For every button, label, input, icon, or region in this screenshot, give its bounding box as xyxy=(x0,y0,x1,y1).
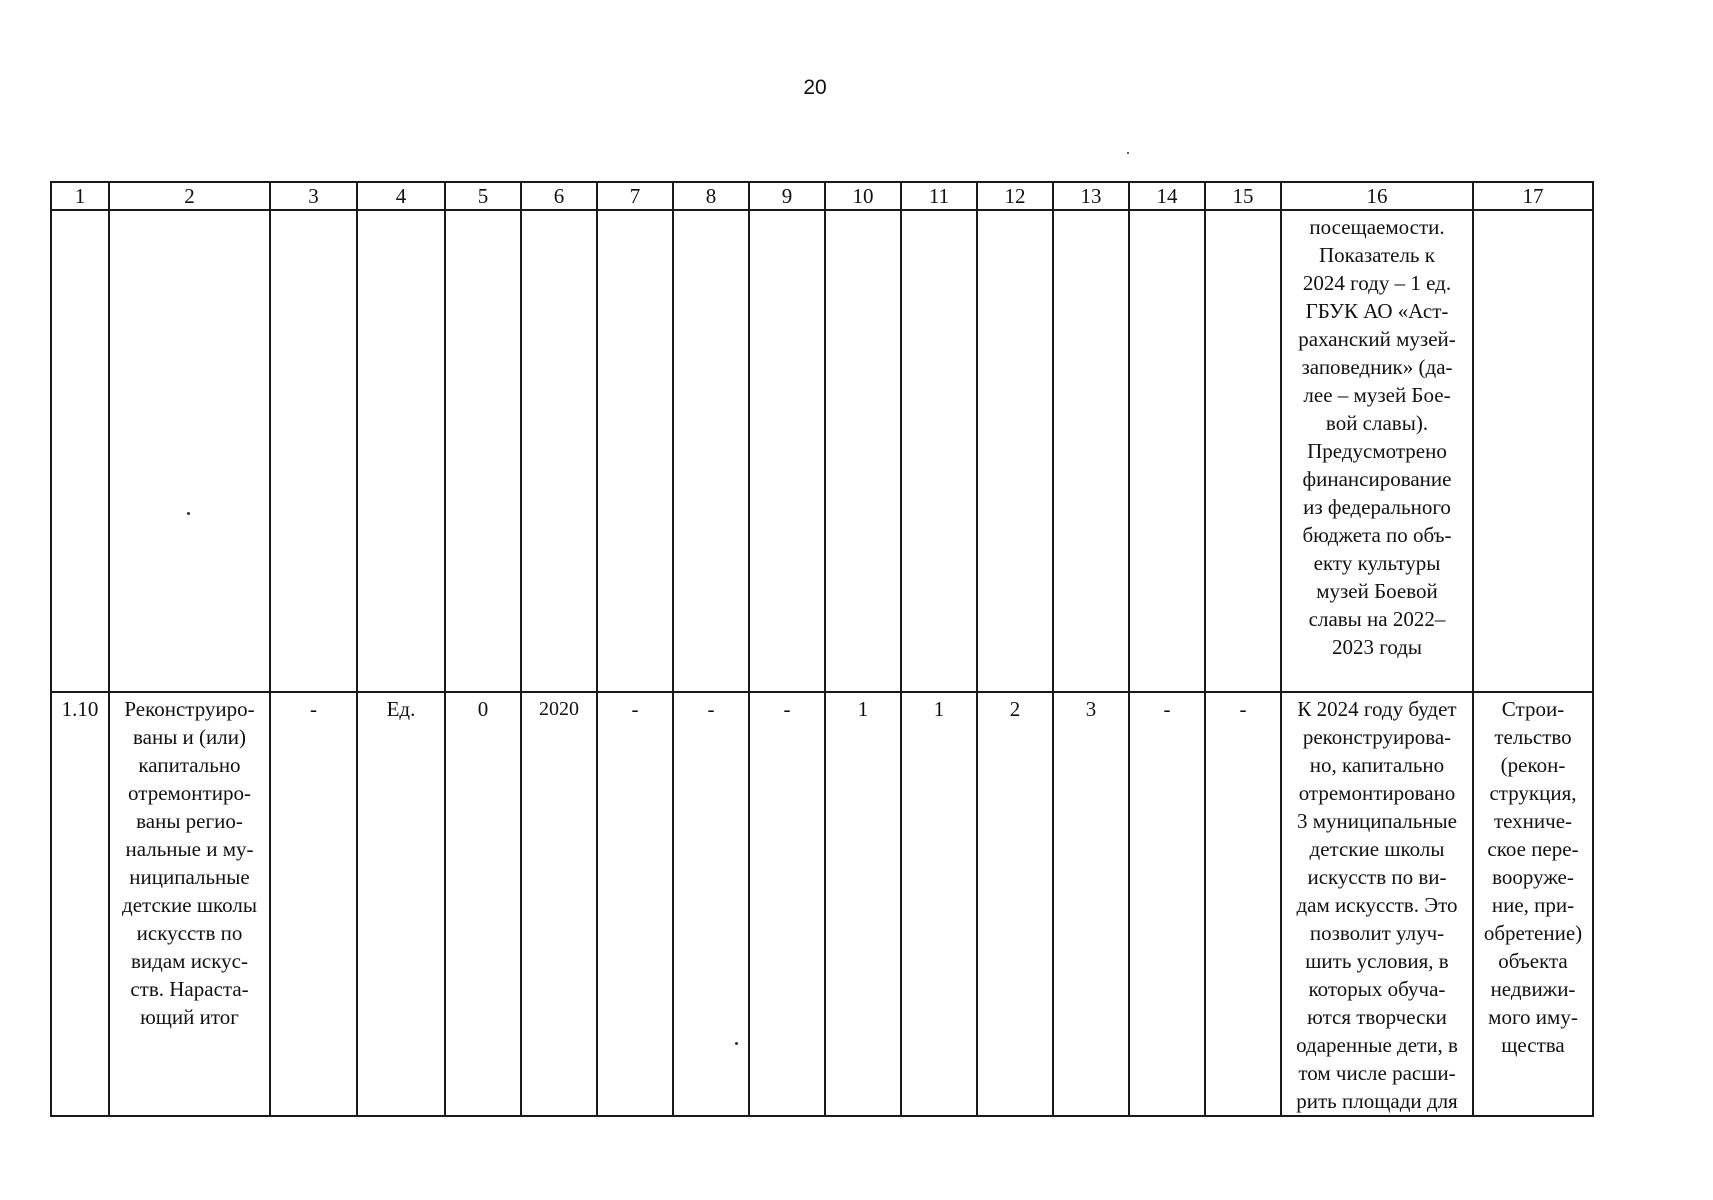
header-cell-13: 13 xyxy=(1053,182,1129,210)
table-cell: - xyxy=(673,692,749,1116)
base-value-cell: 0 xyxy=(445,692,521,1116)
table-cell xyxy=(357,210,445,692)
table-cell xyxy=(51,210,109,692)
type-text: Строи- тельство (рекон- струкция, техниче- ское пере- вооруже- ние, при- обретение) объекта недвижи- мого иму- щества xyxy=(1483,697,1583,1057)
table-cell xyxy=(1053,210,1129,692)
table-cell: - xyxy=(749,692,825,1116)
header-cell-16: 16 xyxy=(1281,182,1473,210)
table-cell xyxy=(901,210,977,692)
table-cell xyxy=(977,210,1053,692)
table-cell xyxy=(270,210,357,692)
table-row xyxy=(51,210,1593,692)
header-row xyxy=(51,182,1593,210)
header-cell-4: 4 xyxy=(357,182,445,210)
header-cell-1: 1 xyxy=(51,182,109,210)
header-cell-9: 9 xyxy=(749,182,825,210)
table-cell: - xyxy=(1205,692,1281,1116)
table-cell: - xyxy=(597,692,673,1116)
table-cell xyxy=(1129,210,1205,692)
header-cell-7: 7 xyxy=(597,182,673,210)
table-cell xyxy=(1205,210,1281,692)
header-cell-12: 12 xyxy=(977,182,1053,210)
table-cell xyxy=(445,210,521,692)
table-cell: - xyxy=(1129,692,1205,1116)
table-cell: - xyxy=(270,692,357,1116)
header-cell-6: 6 xyxy=(521,182,597,210)
header-cell-2: 2 xyxy=(109,182,270,210)
description-text: К 2024 году будет реконструирова- но, капитально отремонтировано 3 муниципальные детские школы искусств по ви- дам искусств. Это позволит улуч- шить условия, в которых обуча- ются творчески одаренные дети, в том числе расши- рить площади для xyxy=(1296,697,1458,1113)
table-cell-type xyxy=(1473,692,1593,1116)
header-cell-5: 5 xyxy=(445,182,521,210)
header-cell-8: 8 xyxy=(673,182,749,210)
header-cell-10: 10 xyxy=(825,182,901,210)
header-cell-14: 14 xyxy=(1129,182,1205,210)
scan-speck xyxy=(187,512,190,515)
indicator-name-cell xyxy=(109,692,270,1116)
table-cell: 1 xyxy=(825,692,901,1116)
table-cell xyxy=(749,210,825,692)
base-year-cell: 2020 xyxy=(521,692,597,1116)
unit-cell: Ед. xyxy=(357,692,445,1116)
table-cell xyxy=(109,210,270,692)
table-cell xyxy=(521,210,597,692)
table-cell-description xyxy=(1281,692,1473,1116)
scan-speck xyxy=(1127,152,1129,154)
header-cell-3: 3 xyxy=(270,182,357,210)
table-cell: 1 xyxy=(901,692,977,1116)
description-text: посещаемости. Показатель к 2024 году – 1 ед. ГБУК АО «Аст- раханский музей- заповедник» (да- лее – музей Бое- вой славы). Предусмотрено финансирование из федерального бюджета по объ- екту культуры музей Боевой славы на 2022– 2023 годы xyxy=(1298,215,1456,659)
page-number: 20 xyxy=(803,76,827,99)
header-cell-15: 15 xyxy=(1205,182,1281,210)
table-cell xyxy=(597,210,673,692)
header-cell-11: 11 xyxy=(901,182,977,210)
indicator-name-text: Реконструиро- ваны и (или) капитально отремонтиро- ваны регио- нальные и му- ниципальные детские школы искусств по видам искус- ств. Нараста- ющий итог xyxy=(122,697,257,1029)
table-row xyxy=(51,692,1593,1116)
row-number-cell: 1.10 xyxy=(51,692,109,1116)
scan-speck xyxy=(735,1042,738,1045)
indicator-table xyxy=(50,181,1594,1117)
table-cell xyxy=(825,210,901,692)
table-cell-description xyxy=(1281,210,1473,692)
table-cell xyxy=(673,210,749,692)
header-cell-17: 17 xyxy=(1473,182,1593,210)
table-cell: 3 xyxy=(1053,692,1129,1116)
table-cell: 2 xyxy=(977,692,1053,1116)
table-cell xyxy=(1473,210,1593,692)
